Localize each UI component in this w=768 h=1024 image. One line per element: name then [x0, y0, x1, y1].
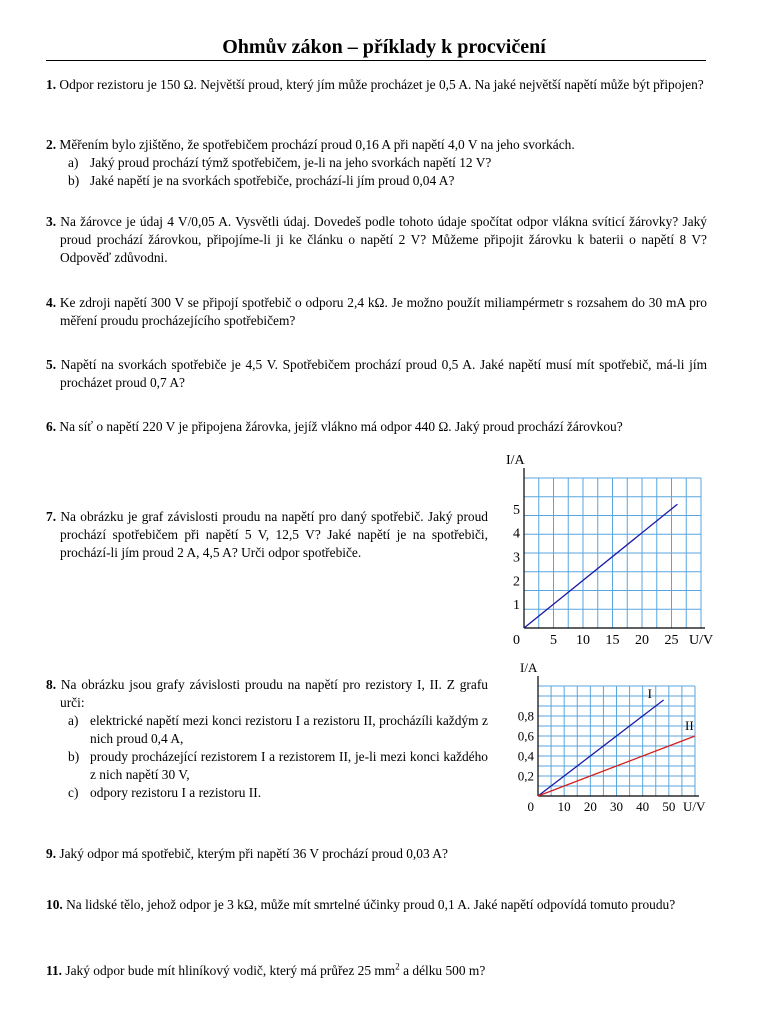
subquestion-label: a) [68, 713, 79, 728]
problem-7 [46, 508, 488, 562]
subquestion-b [46, 172, 707, 190]
y-axis-label: I/A [506, 453, 525, 468]
x-axis-label: U/V [689, 633, 714, 648]
problem-8 [46, 676, 488, 802]
subquestion-text: Jaký proud prochází týmž spotřebičem, je-li na jeho svorkách napětí 12 V? [90, 155, 492, 170]
x-axis-label: U/V [683, 799, 706, 814]
problem-number: 5. [46, 357, 57, 372]
y-tick-label: 4 [513, 526, 520, 542]
subquestion-text: odpory rezistoru I a rezistoru II. [90, 785, 262, 800]
x-tick-label: 10 [576, 633, 590, 648]
superscript: 2 [395, 961, 400, 972]
subquestion-b [46, 748, 488, 784]
x-tick-label: 20 [635, 633, 649, 648]
problem-6 [46, 418, 707, 436]
subquestion-a [46, 712, 488, 748]
x-tick-label: 15 [605, 633, 620, 648]
problem-text: Jaký odpor má spotřebič, kterým při napětí 36 V prochází proud 0,03 A? [59, 846, 448, 861]
x-tick-label: 40 [636, 799, 650, 814]
origin-label: 0 [527, 799, 534, 814]
y-tick-label: 0,6 [517, 728, 534, 744]
problem-text: Jaký odpor bude mít hliníkový vodič, který má průřez 25 mm [65, 963, 396, 978]
title-rule [46, 60, 706, 61]
problem-1 [46, 76, 707, 94]
subquestion-a [46, 154, 707, 172]
x-tick-label: 10 [557, 799, 571, 814]
problem-number: 11. [46, 963, 62, 978]
problem-text: Na lidské tělo, jehož odpor je 3 kΩ, může mít smrtelné účinky proud 0,1 A. Jaké napětí odpovídá tomuto proudu? [66, 897, 676, 912]
problem-number: 7. [46, 509, 57, 524]
subquestion-label: b) [68, 173, 80, 188]
subquestion-text: Jaké napětí je na svorkách spotřebiče, prochází-li jím proud 0,04 A? [90, 173, 455, 188]
x-tick-label: 30 [610, 799, 623, 814]
problem-4 [46, 294, 707, 330]
problem-text: Na žárovce je údaj 4 V/0,05 A. Vysvětli údaj. Dovedeš podle tohoto údaje spočítat odpor vlákna svíticí žárovky? Jaký proud prochází žárovkou, připojíme-li ji ke článku o napětí 2 V? Můžeme připojit žárovku k baterii o napětí 8 V? Odpověď zdůvodni. [60, 214, 707, 265]
y-axis-label: I/A [520, 660, 538, 675]
problem-11 [46, 962, 707, 980]
y-tick-label: 3 [513, 550, 520, 566]
y-tick-label: 0,2 [517, 768, 534, 784]
problem-10 [46, 896, 707, 914]
origin-label: 0 [513, 633, 520, 648]
x-tick-label: 50 [662, 799, 676, 814]
problem-text: Měřením bylo zjištěno, že spotřebičem prochází proud 0,16 A při napětí 4,0 V na jeho svorkách. [59, 137, 575, 152]
y-tick-label: 2 [513, 574, 520, 590]
problem-5 [46, 356, 707, 392]
problem-text: Na obrázku jsou grafy závislosti proudu na napětí pro rezistory I, II. Z grafu urči: [60, 677, 488, 710]
subquestion-label: c) [68, 785, 79, 800]
problem-text-end: a délku 500 m? [399, 963, 486, 978]
problem-number: 4. [46, 295, 57, 310]
problem-number: 3. [46, 214, 57, 229]
y-tick-label: 0,4 [517, 748, 534, 764]
problem-text: Napětí na svorkách spotřebiče je 4,5 V. Spotřebičem prochází proud 0,5 A. Jaké napětí musí mít spotřebič, má-li jím procházet proud 0,7 A? [60, 357, 707, 390]
problem-2 [46, 136, 707, 190]
subquestion-label: a) [68, 155, 79, 170]
chart-problem-8 [494, 660, 706, 824]
problem-9 [46, 845, 707, 863]
problem-3 [46, 213, 707, 267]
y-tick-label: 1 [513, 598, 520, 614]
problem-number: 6. [46, 419, 57, 434]
x-tick-label: 5 [550, 633, 557, 648]
subquestion-c [46, 784, 488, 802]
problem-number: 2. [46, 137, 57, 152]
problem-number: 1. [46, 77, 57, 92]
chart-problem-7 [480, 453, 714, 653]
y-tick-label: 5 [513, 502, 520, 518]
problem-number: 8. [46, 677, 57, 692]
problem-text: Na obrázku je graf závislosti proudu na napětí pro daný spotřebič. Jaký proud prochází spotřebičem při napětí 5 V, 12,5 V? Jaké napětí je na spotřebiči, prochází-li jím proud 2 A, 4,5 A? Urči odpor spotřebiče. [60, 509, 488, 560]
problem-text: Odpor rezistoru je 150 Ω. Největší proud, který jím může procházet je 0,5 A. Na jaké největší napětí může být připojen? [59, 77, 704, 92]
x-tick-label: 20 [583, 799, 597, 814]
series-label: I [647, 686, 652, 701]
problem-number: 9. [46, 846, 57, 861]
x-tick-label: 25 [664, 633, 679, 648]
y-tick-label: 0,8 [517, 708, 534, 724]
subquestion-text: elektrické napětí mezi konci rezistoru I a rezistoru II, procházíli každým z nich proud 0,4 A, [90, 713, 488, 746]
problem-text: Na síť o napětí 220 V je připojena žárovka, jejíž vlákno má odpor 440 Ω. Jaký proud prochází žárovkou? [59, 419, 623, 434]
subquestion-label: b) [68, 749, 80, 764]
problem-text: Ke zdroji napětí 300 V se připojí spotřebič o odporu 2,4 kΩ. Je možno použít miliampérmetr s rozsahem do 30 mA pro měření proudu procházejícího spotřebičem? [59, 295, 707, 328]
series-label: II [685, 718, 694, 733]
series-line-1 [538, 700, 664, 796]
problem-number: 10. [46, 897, 63, 912]
page-title: Ohmův zákon – příklady k procvičení [222, 36, 546, 58]
subquestion-text: proudy procházející rezistorem I a rezistorem II, je-li mezi konci každého z nich napětí 30 V, [90, 749, 488, 782]
